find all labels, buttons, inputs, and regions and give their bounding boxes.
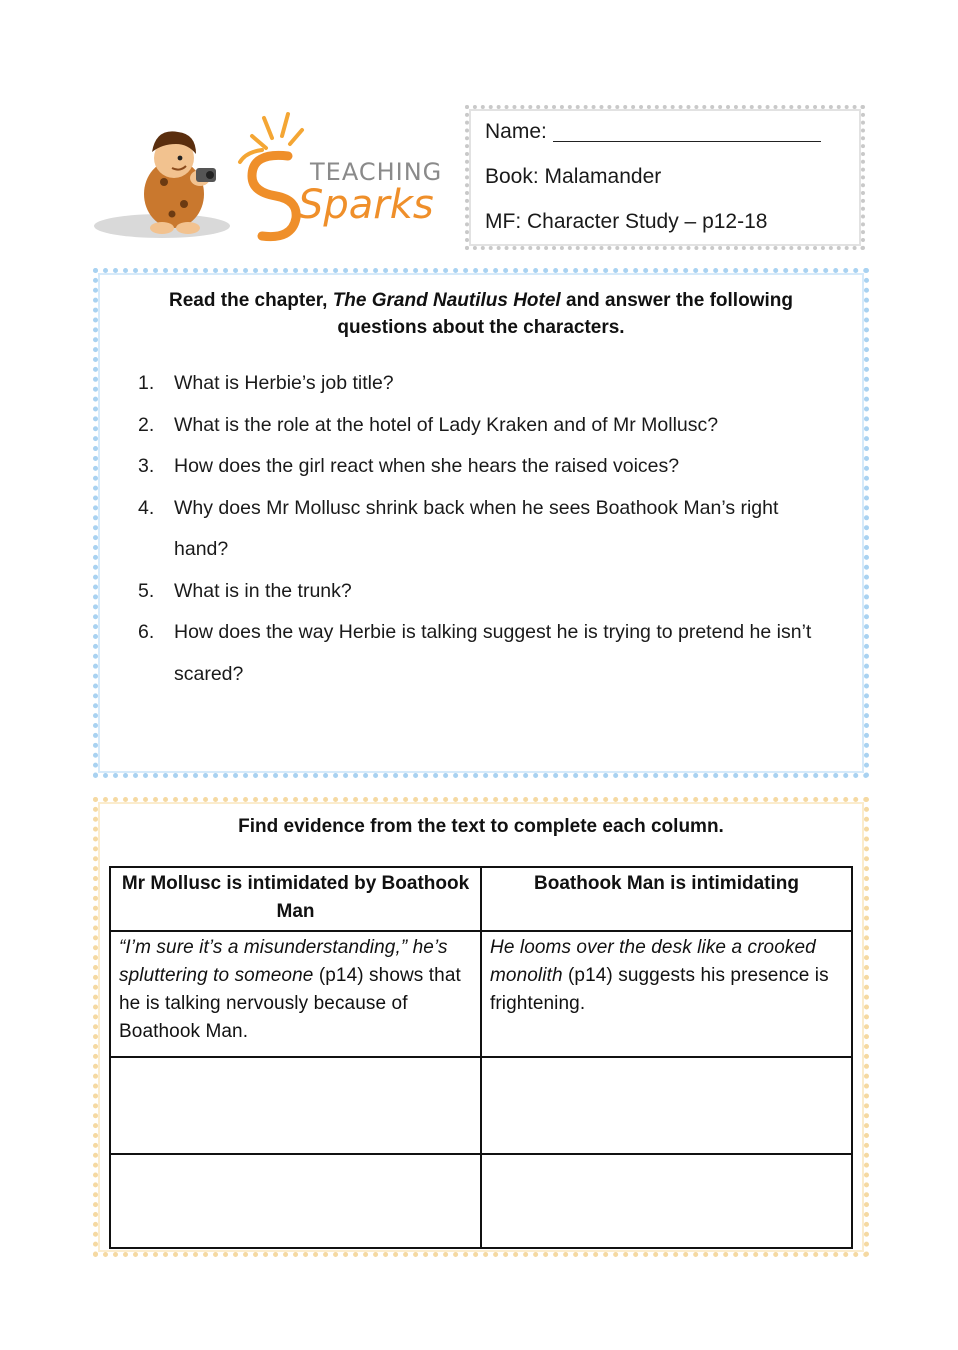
question-text: What is the role at the hotel of Lady Kraken and of Mr Mollusc? xyxy=(174,413,719,436)
book-line xyxy=(485,166,845,211)
evidence-cell-empty[interactable] xyxy=(481,1154,852,1248)
column-header-boathook: Boathook Man is intimidating xyxy=(481,867,852,931)
question-number: 6. xyxy=(138,621,155,643)
question-number: 4. xyxy=(138,496,155,519)
evidence-cell-empty[interactable] xyxy=(110,1154,481,1248)
table-row xyxy=(110,931,852,1057)
question-text: How does the girl react when she hears the raised voices? xyxy=(174,455,680,477)
question-text: What is in the trunk? xyxy=(174,579,352,602)
mf-line xyxy=(485,211,845,256)
question-item xyxy=(138,446,824,488)
question-number: 3. xyxy=(138,455,155,477)
evidence-cell-empty[interactable] xyxy=(481,1057,852,1154)
logo-brand-bottom: Sparks xyxy=(298,182,434,228)
question-list xyxy=(138,363,824,695)
student-info-box xyxy=(465,105,865,250)
question-text: Why does Mr Mollusc shrink back when he sees Boathook Man’s right hand? xyxy=(174,496,779,560)
question-item xyxy=(138,363,824,405)
question-item xyxy=(138,571,824,613)
question-item xyxy=(138,405,824,447)
evidence-cell[interactable] xyxy=(481,931,852,1057)
evidence-table xyxy=(109,866,853,1249)
mf-label: MF: Character Study – p12-18 xyxy=(485,210,768,233)
question-item xyxy=(138,488,824,571)
questions-intro-post: and answer the following questions about the characters. xyxy=(337,290,793,338)
evidence-cell[interactable] xyxy=(110,931,481,1057)
question-item xyxy=(138,612,824,695)
questions-box xyxy=(93,268,869,778)
question-number: 2. xyxy=(138,413,155,436)
teaching-sparks-logo xyxy=(92,108,452,256)
column-header-mollusc: Mr Mollusc is intimidated by Boathook Man xyxy=(110,867,481,931)
questions-intro-pre: Read the chapter, xyxy=(169,290,333,311)
chapter-title: The Grand Nautilus Hotel xyxy=(332,290,561,311)
question-text: How does the way Herbie is talking suggest he is trying to pretend he isn’t scared? xyxy=(174,621,812,685)
evidence-quote: He looms over the desk like a crooked monolith xyxy=(490,937,816,986)
logo-brand-top: TEACHING xyxy=(310,158,443,186)
name-line xyxy=(485,121,845,166)
table-row xyxy=(110,1057,852,1154)
question-number: 1. xyxy=(138,372,155,394)
table-header-row xyxy=(110,867,852,931)
book-label: Book: Malamander xyxy=(485,165,662,188)
evidence-box xyxy=(93,797,869,1257)
table-row xyxy=(110,1154,852,1248)
evidence-quote: “I’m sure it’s a misunderstanding,” he’s spluttering to someone xyxy=(119,937,448,986)
name-label: Name: xyxy=(485,120,547,143)
evidence-explanation: (p14) shows that he is talking nervously because of Boathook Man. xyxy=(119,965,461,1042)
evidence-cell-empty[interactable] xyxy=(110,1057,481,1154)
evidence-explanation: (p14) suggests his presence is frightening. xyxy=(490,965,829,1014)
name-blank-field[interactable] xyxy=(553,121,821,142)
questions-intro xyxy=(138,287,824,341)
question-number: 5. xyxy=(138,579,155,602)
evidence-intro: Find evidence from the text to complete each column. xyxy=(238,816,724,837)
question-text: What is Herbie’s job title? xyxy=(174,372,394,394)
